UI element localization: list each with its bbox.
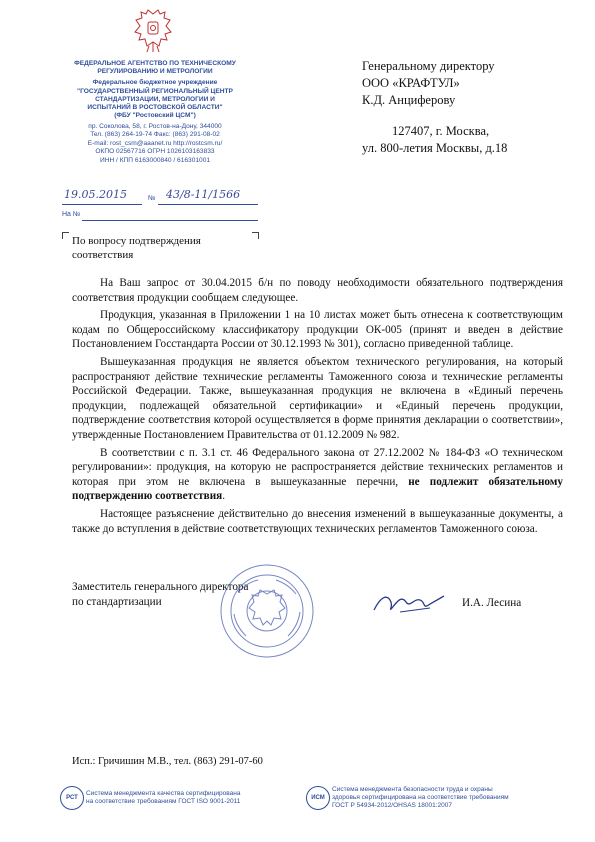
footer-left (60, 786, 310, 814)
paragraph-4-end: . (222, 490, 226, 503)
address: пр. Соколова, 58, г. Ростов-на-Дону, 344000 (88, 122, 222, 130)
institution-name-line3: ИСПЫТАНИЙ В РОСТОВСКОЙ ОБЛАСТИ" (87, 103, 223, 111)
paragraph-4 (72, 446, 563, 504)
email-web: E-mail: rost_csm@aaanet.ru http://rostcsm.ru/ (87, 139, 223, 147)
paragraph-4-text: В соответствии с п. 3.1 ст. 46 Федерального закона от 27.12.2002 № 184-ФЗ «О техническом регулировании»: продукция, на которую не распространяется действие технических регламентов и которая при этом не включена в вышеуказанные перечни, (72, 446, 563, 488)
handwritten-signature-icon (370, 588, 450, 618)
paragraph-2: Продукция, указанная в Приложении 1 на 10 листах может быть отнесена к соответствующим кодам по Общероссийскому классификатору продукции ОК-005 (принят и введен в действие Постановлением Госстандарта России от 30.12.1993 № 301), согласно приведенной таблице. (72, 309, 563, 351)
reference-label: На № (62, 211, 81, 218)
letterhead (50, 60, 260, 165)
phone-fax: Тел. (863) 264-19-74 Факс: (863) 291-08-02 (90, 131, 220, 138)
paragraph-1: На Ваш запрос от 30.04.2015 б/н по поводу необходимости обязательного подтверждения соответствия продукции сообщаем следующее. (72, 277, 563, 304)
letter-body (72, 276, 563, 539)
rst-logo-text: РСТ (66, 795, 78, 801)
addressee-position: Генеральному директору (362, 59, 495, 73)
subject-block (62, 232, 262, 264)
ism-logo-text: ИСМ (311, 795, 325, 801)
institution-name-line1: "ГОСУДАРСТВЕННЫЙ РЕГИОНАЛЬНЫЙ ЦЕНТР (77, 87, 233, 95)
paragraph-4-bold: не подлежит обязательному подтверждению соответствия (72, 475, 563, 503)
official-stamp-icon (218, 562, 316, 660)
subject-line2: соответствия (72, 249, 134, 261)
agency-name-line2: РЕГУЛИРОВАНИЮ И МЕТРОЛОГИИ (97, 68, 213, 75)
executor-info: Исп.: Гричишин М.В., тел. (863) 291-07-60 (72, 756, 263, 767)
inn-kpp: ИНН / КПП 6163000840 / 616301001 (99, 156, 211, 164)
signatory-position-line1: Заместитель генерального директора (72, 581, 249, 593)
footer-right-line1: Система менеджмента безопасности труда и охраны (332, 786, 493, 793)
addressee-city: 127407, г. Москва, (392, 124, 490, 138)
ism-logo-icon (306, 786, 330, 810)
institution-type: Федеральное бюджетное учреждение (92, 79, 218, 86)
footer-right (306, 786, 566, 814)
subject-line1: По вопросу подтверждения (72, 235, 201, 247)
addressee-block (362, 58, 562, 157)
institution-short: (ФБУ "Ростовский ЦСМ") (114, 111, 196, 119)
addressee-company: ООО «КРАФТУЛ» (362, 76, 460, 90)
rst-logo-icon (60, 786, 84, 810)
handwritten-date: 19.05.2015 (64, 188, 127, 201)
footer-right-line3: ГОСТ Р 54934-2012/OHSAS 18001:2007 (332, 802, 453, 809)
signatory-position-line2: по стандартизации (72, 596, 162, 608)
addressee-name: К.Д. Анциферову (362, 93, 456, 107)
footer-left-line1: Система менеджмента качества сертифицирована (86, 790, 241, 797)
outgoing-number-line (62, 188, 262, 206)
handwritten-number: 43/8-11/1566 (166, 188, 241, 201)
institution-name-line2: СТАНДАРТИЗАЦИИ, МЕТРОЛОГИИ И (95, 95, 215, 103)
number-label: № (148, 195, 156, 202)
footer-left-line2: на соответствие требованиям ГОСТ ISO 9001-2011 (86, 798, 241, 805)
agency-name-line1: ФЕДЕРАЛЬНОЕ АГЕНТСТВО ПО ТЕХНИЧЕСКОМУ (74, 60, 236, 67)
footer-right-line2: здоровья сертифицирована на соответствие требованиям (332, 794, 509, 801)
addressee-street: ул. 800-летия Москвы, д.18 (362, 141, 508, 155)
paragraph-3: Вышеуказанная продукция не является объектом технического регулирования, на который распространяют действие технические регламенты Таможенного союза и технические регламенты Российской Федерации. Также, вышеуказанная продукция не включена в «Единый перечень продукции, подлежащей обязательной сертификации» и «Единый перечень продукции, подтверждение соответствия которой осуществляется в форме принятия декларации о соответствии», утвержденные Постановлением Правительства от 01.12.2009 № 982. (72, 355, 563, 441)
signatory-name: И.А. Лесина (462, 597, 522, 609)
coat-of-arms-icon (133, 8, 173, 54)
paragraph-5: Настоящее разъяснение действительно до внесения изменений в вышеуказанные документы, а также до вступления в действие соответствующих технических регламентов Таможенного союза. (72, 507, 563, 535)
okpo-ogrn: ОКПО 02567716 ОГРН 1026103163833 (95, 148, 215, 155)
reference-line (62, 210, 262, 224)
